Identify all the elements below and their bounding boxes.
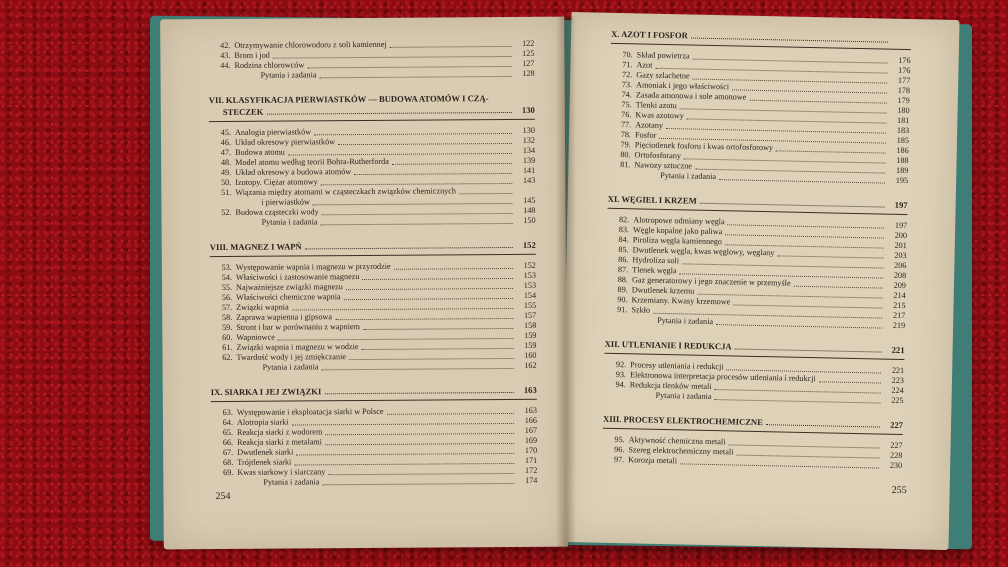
entry-page: 160: [524, 350, 537, 360]
entry-title: i pierwiastków: [261, 197, 310, 207]
entry-title: Występowanie i eksploatacja siarki w Polsce: [236, 406, 384, 417]
entry-number: 93.: [615, 370, 627, 380]
dot-leader: [719, 179, 885, 183]
left-toc: [208, 39, 537, 488]
entry-title: Właściwości chemiczne wapnia: [236, 292, 341, 302]
dot-leader: [322, 483, 514, 485]
entry-title: Twardość wody i jej zmiękczanie: [236, 352, 347, 362]
chapter-title: IX. SIARKA I JEJ ZWIĄZKI: [210, 386, 322, 398]
entry-number: 43.: [220, 50, 231, 60]
dot-leader: [324, 392, 513, 394]
entry-title: Kwas siarkowy i siarczany: [237, 467, 326, 477]
entry-page: 170: [524, 445, 538, 455]
chapter-title: VII. KLASYFIKACJA PIERWIASTKÓW — BUDOWA ATOMÓW I CZĄ-: [208, 93, 489, 106]
entry-page: 172: [524, 465, 538, 475]
entry-page: 128: [522, 68, 535, 78]
entry-page: 143: [522, 175, 536, 185]
entry-title: Procesy utleniania i redukcji: [630, 360, 724, 372]
entry-page: 145: [523, 195, 536, 205]
entry-title: Izotopy. Ciężar atomowy: [235, 177, 318, 187]
entry-title: Pytania i zadania: [260, 70, 317, 80]
dot-leader: [392, 163, 512, 165]
chapter-rule: [211, 399, 537, 402]
entry-page: 178: [897, 85, 911, 96]
entry-page: 153: [523, 280, 537, 290]
entry-number: [629, 400, 655, 401]
entry-page: 189: [895, 165, 909, 176]
entry-number: 48.: [220, 157, 232, 167]
entry-title: Pytania i zadania: [261, 217, 318, 227]
entry-title: Pytania i zadania: [655, 390, 712, 402]
dot-leader: [714, 399, 880, 403]
dot-leader: [354, 173, 512, 175]
dot-leader: [362, 278, 513, 280]
entry-number: 71.: [622, 60, 633, 70]
entry-title: Układ okresowy a budowa atomów: [235, 167, 352, 177]
chapter-page: 221: [891, 344, 905, 356]
entry-number: 52.: [221, 207, 232, 217]
entry-number: 88.: [617, 275, 629, 285]
dot-leader: [321, 183, 513, 185]
chapter-heading: [209, 93, 535, 105]
dot-leader: [313, 203, 513, 205]
entry-title: Skład powietrza: [636, 50, 690, 61]
entry-number: [634, 180, 660, 181]
entry-title: Aktywność chemiczna metali: [628, 435, 726, 447]
entry-number: 76.: [621, 110, 632, 120]
entry-number: 80.: [620, 150, 631, 160]
entry-title: Budowa cząsteczki wody: [235, 207, 319, 217]
entry-page: 150: [523, 215, 536, 225]
entry-number: 95.: [614, 434, 625, 445]
dot-leader: [394, 268, 513, 270]
entry-title: Pytania i zadania: [263, 477, 320, 487]
entry-number: 69.: [223, 467, 234, 477]
entry-number: 50.: [221, 177, 232, 187]
dot-leader: [266, 112, 511, 115]
entry-number: 73.: [621, 80, 633, 90]
entry-page: 217: [892, 310, 906, 321]
chapter-heading-cont: [209, 105, 535, 117]
entry-number: 49.: [220, 167, 232, 177]
right-page-number: 255: [891, 484, 907, 497]
entry-page: 219: [892, 320, 906, 331]
entry-page: 177: [897, 75, 911, 86]
dot-leader: [322, 213, 513, 215]
entry-number: 46.: [220, 137, 232, 147]
entry-title: Zaprawa wapienna i gipsowa: [236, 312, 332, 322]
entry-number: 91.: [617, 305, 628, 315]
entry-title: Dwutlenek węgla, kwas węglowy, węglany: [632, 245, 775, 258]
dot-leader: [766, 424, 880, 427]
entry-number: 85.: [618, 245, 629, 255]
dot-leader: [819, 381, 881, 383]
entry-number: 79.: [620, 140, 631, 150]
entry-number: 54.: [221, 272, 232, 282]
entry-page: 159: [524, 340, 537, 350]
entry-title: Stront i bar w porównaniu z wapniem: [236, 322, 361, 332]
entry-number: 55.: [221, 282, 233, 292]
entry-title: Nawozy sztuczne: [634, 160, 693, 171]
entry-number: 57.: [221, 302, 233, 312]
dot-leader: [335, 318, 513, 320]
chapter-heading: [605, 339, 905, 355]
dot-leader: [314, 133, 512, 135]
chapter-heading: [611, 29, 911, 45]
entry-number: 89.: [617, 285, 628, 295]
entry-title: Budowa atomu: [235, 147, 285, 157]
chapter-heading: [603, 414, 903, 430]
entry-page: 188: [896, 155, 909, 166]
entry-page: 176: [898, 65, 911, 76]
entry-number: 63.: [222, 407, 233, 417]
dot-leader: [390, 46, 512, 48]
entry-title: Dwutlenek krzemu: [631, 285, 695, 296]
entry-number: 96.: [614, 444, 625, 455]
dot-leader: [459, 193, 512, 194]
entry-number: 72.: [621, 70, 633, 80]
entry-title: Wiązania między atomami w cząsteczkach związków chemicznych: [235, 186, 457, 197]
entry-number: 70.: [622, 50, 633, 60]
entry-title: Piroliza węgla kamiennego: [632, 235, 723, 247]
entry-page: 167: [524, 425, 538, 435]
entry-page: 209: [893, 280, 907, 291]
entry-number: [631, 325, 657, 326]
entry-title: Szereg elektrochemiczny metali: [628, 445, 734, 457]
entry-number: 53.: [221, 262, 232, 272]
entry-number: 92.: [615, 360, 627, 370]
entry-title: Najważniejsze związki magnezu: [235, 282, 343, 292]
chapter-title-cont: STECZEK: [222, 106, 264, 117]
entry-title: Zasada amonowa i sole amonowe: [635, 90, 747, 102]
entry-number: 60.: [222, 332, 233, 342]
entry-page: 183: [896, 125, 910, 136]
entry-page: 148: [523, 205, 536, 215]
entry-page: 230: [889, 460, 903, 471]
chapter-page: 197: [894, 199, 908, 211]
entry-page: 169: [524, 435, 538, 445]
chapter-title: X. AZOT I FOSFOR: [611, 28, 688, 41]
entry-page: 127: [522, 58, 535, 68]
entry-title: Pytania i zadania: [262, 362, 319, 372]
dot-leader: [680, 463, 879, 468]
entry-page: 225: [891, 395, 904, 406]
right-toc: [602, 23, 911, 471]
entry-title: Korozja metali: [628, 455, 678, 466]
entry-page: 224: [891, 385, 904, 396]
dot-leader: [320, 76, 512, 78]
entry-page: 139: [522, 155, 536, 165]
chapter-heading: [210, 240, 536, 252]
entry-page: 221: [891, 365, 905, 376]
dot-leader: [322, 368, 514, 370]
entry-title: Pytania i zadania: [657, 315, 714, 327]
entry-number: 59.: [222, 322, 233, 332]
entry-title: Ortofosforany: [634, 150, 682, 161]
dot-leader: [296, 453, 514, 456]
entry-title: Układ okresowy pierwiastków: [234, 137, 336, 147]
entry-number: 84.: [618, 235, 629, 245]
entry-title: Węgle kopalne jako paliwa: [632, 225, 723, 237]
entry-page: 201: [894, 240, 907, 251]
chapter-title: VIII. MAGNEZ I WAPŃ: [209, 241, 302, 253]
chapter-page: 152: [522, 239, 536, 250]
entry-page: 130: [522, 125, 535, 135]
entry-page: 228: [890, 450, 903, 461]
entry-title: Rodzina chlorowców: [234, 60, 305, 70]
dot-leader: [349, 358, 514, 360]
entry-title: Redukcja tlenków metali: [629, 380, 712, 392]
entry-title: Właściwości i zastosowanie magnezu: [235, 272, 360, 282]
entry-number: 56.: [221, 292, 233, 302]
entry-number: 44.: [220, 60, 231, 70]
entry-number: 64.: [222, 417, 234, 427]
entry-page: 157: [523, 310, 537, 320]
entry-title: Związki wapnia i magnezu w wodzie: [236, 342, 359, 352]
dot-leader: [363, 328, 513, 330]
entry-title: Fosfor: [634, 130, 657, 140]
entry-page: 134: [522, 145, 536, 155]
entry-page: 152: [523, 260, 536, 270]
entry-page: 158: [523, 320, 537, 330]
entry-title: Elektronowa interpretacja procesów utleniania i redukcji: [629, 370, 816, 384]
entry-page: 171: [524, 455, 538, 465]
entry-title: Gazy szlachetne: [636, 70, 690, 81]
entry-number: 75.: [621, 100, 632, 110]
dot-leader: [325, 443, 514, 445]
entry-page: 162: [524, 360, 537, 370]
entry-number: 90.: [617, 295, 628, 305]
entry-number: 67.: [222, 447, 234, 457]
left-page: [160, 17, 568, 550]
left-page-number: 254: [215, 490, 231, 503]
entry-number: 45.: [220, 127, 231, 137]
entry-number: 97.: [613, 454, 625, 465]
entry-title: Brom i jod: [234, 50, 270, 60]
dot-leader: [321, 223, 513, 225]
entry-title: Analogia pierwiastków: [234, 127, 312, 137]
entry-title: Dwutlenek siarki: [237, 447, 294, 457]
entry-number: 94.: [615, 379, 626, 390]
dot-leader: [328, 473, 514, 475]
entry-title: Model atomu według teorii Bohra-Rutherforda: [235, 156, 389, 167]
entry-page: 223: [891, 375, 905, 386]
entry-page: 159: [524, 330, 537, 340]
entry-page: 174: [525, 475, 538, 485]
chapter-page: 130: [521, 104, 535, 115]
dot-leader: [344, 298, 513, 300]
entry-title: Występowanie wapnia i magnezu w przyrodzie: [235, 261, 391, 272]
entry-title: Tlenki azotu: [635, 100, 677, 111]
dot-leader: [387, 413, 514, 415]
entry-number: 81.: [620, 160, 631, 170]
entry-page: 180: [897, 105, 910, 116]
book-gutter: [556, 16, 576, 548]
entry-page: 122: [522, 38, 535, 48]
chapter-rule: [209, 119, 535, 122]
entry-title: Alotropowe odmiany węgla: [633, 215, 725, 227]
dot-leader: [362, 348, 514, 350]
entry-number: 51.: [221, 187, 232, 197]
entry-title: Azotany: [635, 120, 664, 130]
entry-page: 153: [523, 270, 536, 280]
entry-page: 227: [890, 440, 903, 451]
chapter-rule: [210, 254, 536, 257]
chapter-title: XIII. PROCESY ELEKTROCHEMICZNE: [602, 413, 764, 428]
dot-leader: [305, 247, 513, 249]
entry-title: Szkło: [631, 305, 651, 315]
entry-title: Azot: [636, 60, 653, 70]
entry-title: Tlenek węgla: [632, 265, 677, 276]
entry-page: 206: [893, 260, 907, 271]
chapter-title: XII. UTLENIANIE I REDUKCJA: [604, 338, 732, 352]
entry-title: Reakcja siarki z metalami: [237, 437, 322, 447]
entry-title: Wapniowce: [236, 332, 275, 342]
entry-title: Alotropia siarki: [236, 417, 289, 427]
entry-title: Związki wapnia: [236, 302, 289, 312]
entry-number: 74.: [621, 90, 632, 100]
entry-page: 186: [896, 145, 909, 156]
entry-page: 176: [898, 55, 911, 66]
entry-number: 61.: [222, 342, 233, 352]
dot-leader: [325, 433, 514, 435]
entry-page: 166: [524, 415, 537, 425]
entry-page: 132: [522, 135, 536, 145]
dot-leader: [691, 37, 888, 42]
dot-leader: [716, 324, 882, 328]
entry-title: Reakcja siarki z wodorem: [237, 427, 323, 437]
entry-number: 82.: [618, 215, 630, 225]
dot-leader: [307, 66, 511, 68]
entry-number: 58.: [221, 312, 233, 322]
chapter-heading: [211, 385, 537, 397]
right-page: [560, 12, 959, 550]
entry-title: Kwas azotowy: [635, 110, 684, 121]
entry-title: Otrzymywanie chlorowodoru z soli kamiennej: [234, 39, 387, 50]
entry-page: 155: [523, 300, 537, 310]
entry-page: 195: [895, 175, 909, 186]
dot-leader: [294, 463, 514, 466]
entry-number: 47.: [220, 147, 232, 157]
entry-page: 214: [893, 290, 906, 301]
dot-leader: [292, 423, 514, 426]
entry-title: Krzemiany. Kwasy krzemowe: [631, 295, 731, 307]
entry-page: 181: [897, 115, 910, 126]
entry-number: 62.: [222, 352, 233, 362]
dot-leader: [700, 203, 885, 208]
entry-number: 42.: [220, 40, 231, 50]
chapter-heading: [608, 194, 908, 210]
dot-leader: [288, 153, 512, 156]
entry-title: Amoniak i jego właściwości: [635, 80, 730, 92]
entry-page: 208: [893, 270, 907, 281]
chapter-title: XI. WĘGIEL I KRZEM: [607, 193, 697, 206]
dot-leader: [338, 143, 512, 145]
chapter-page: 227: [890, 419, 904, 431]
entry-page: 141: [522, 165, 536, 175]
entry-number: 65.: [222, 427, 234, 437]
entry-page: 215: [893, 300, 906, 311]
entry-page: 163: [524, 405, 537, 415]
entry-page: 179: [897, 95, 910, 106]
dot-leader: [735, 348, 882, 352]
entry-title: Trójtlenek siarki: [237, 457, 292, 467]
entry-number: 83.: [618, 225, 630, 235]
entry-number: 66.: [222, 437, 234, 447]
entry-title: Hydroliza soli: [632, 255, 680, 266]
entry-title: Gaz generatorowy i jego znaczenie w przemyśle: [631, 275, 791, 288]
entry-number: 77.: [620, 120, 632, 130]
dot-leader: [292, 308, 513, 311]
entry-number: 87.: [617, 265, 629, 275]
dot-leader: [346, 288, 513, 290]
entry-page: 185: [896, 135, 910, 146]
entry-number: 86.: [618, 255, 629, 265]
entry-number: 78.: [620, 130, 632, 140]
entry-page: 197: [894, 220, 908, 231]
entry-page: 203: [894, 250, 907, 261]
entry-title: Pięciotlenek fosforu i kwas ortofosforowy: [634, 140, 774, 153]
chapter-page: 163: [523, 384, 537, 395]
entry-page: 125: [522, 48, 535, 58]
entry-number: 68.: [222, 457, 234, 467]
entry-title: Pytania i zadania: [660, 170, 717, 182]
entry-page: 200: [894, 230, 908, 241]
entry-page: 154: [523, 290, 537, 300]
